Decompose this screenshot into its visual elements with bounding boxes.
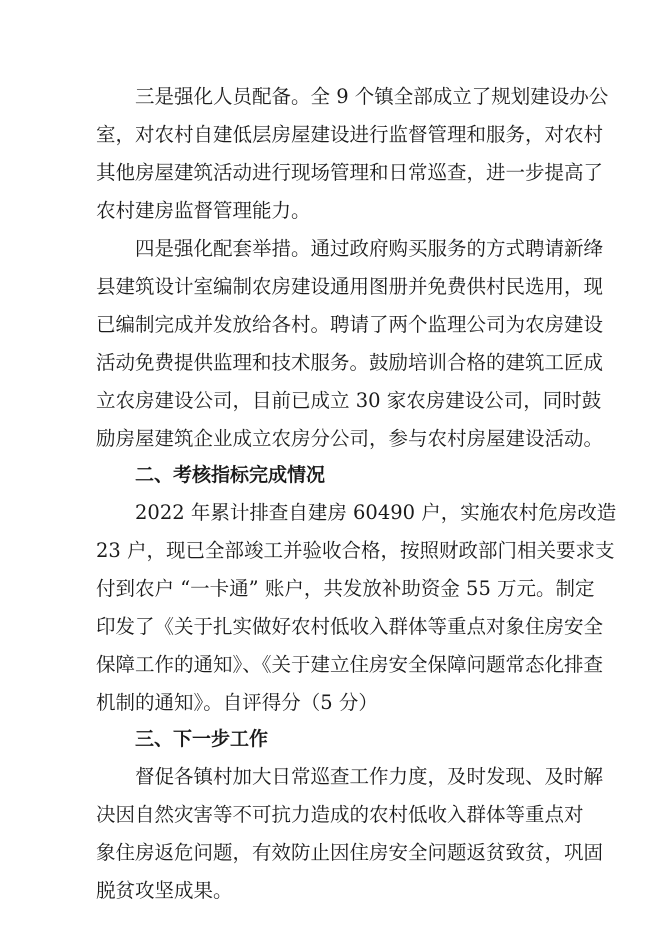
section-2-line-6: 机制的通知》。自评得分（5 分）: [96, 691, 378, 714]
paragraph-4-line-4: 活动免费提供监理和技术服务。鼓励培训合格的建筑工匠成: [96, 351, 604, 374]
paragraph-4-line-5: 立农房建设公司，目前已成立 30 家农房建设公司，同时鼓: [96, 389, 602, 412]
section-2-line-3: 付到农户 “一卡通” 账户，共发放补助资金 55 万元。制定: [96, 577, 595, 600]
section-2-line-1: 2022 年累计排查自建房 60490 户，实施农村危房改造: [135, 501, 617, 524]
section-3-line-4: 脱贫攻坚成果。: [96, 879, 233, 902]
paragraph-3-line-4: 农村建房监督管理能力。: [96, 199, 311, 222]
section-3-heading: 三、下一步工作: [135, 728, 269, 750]
section-2-line-5: 保障工作的通知》、《关于建立住房安全保障问题常态化排查: [96, 653, 604, 676]
section-3-line-1: 督促各镇村加大日常巡查工作力度，及时发现、及时解: [135, 765, 604, 788]
paragraph-3-line-3: 其他房屋建筑活动进行现场管理和日常巡查，进一步提高了: [96, 161, 604, 184]
paragraph-4-line-2: 县建筑设计室编制农房建设通用图册并免费供村民选用，现: [96, 275, 604, 298]
paragraph-4-line-6: 励房屋建筑企业成立农房分公司，参与农村房屋建设活动。: [96, 427, 604, 450]
section-2-line-2: 23 户，现已全部竣工并验收合格，按照财政部门相关要求支: [96, 539, 615, 562]
paragraph-3-line-1: 三是强化人员配备。全 9 个镇全部成立了规划建设办公: [135, 85, 609, 108]
paragraph-3-line-2: 室，对农村自建低层房屋建设进行监督管理和服务，对农村: [96, 123, 604, 146]
paragraph-4-line-3: 已编制完成并发放给各村。聘请了两个监理公司为农房建设: [96, 313, 604, 336]
paragraph-4-line-1: 四是强化配套举措。通过政府购买服务的方式聘请新绛: [135, 237, 604, 260]
section-2-heading: 二、考核指标完成情况: [135, 464, 326, 486]
section-3-line-3: 象住房返危问题，有效防止因住房安全问题返贫致贫，巩固: [96, 841, 604, 864]
section-2-line-4: 印发了《关于扎实做好农村低收入群体等重点对象住房安全: [96, 615, 604, 638]
section-3-line-2: 决因自然灾害等不可抗力造成的农村低收入群体等重点对: [96, 803, 584, 826]
